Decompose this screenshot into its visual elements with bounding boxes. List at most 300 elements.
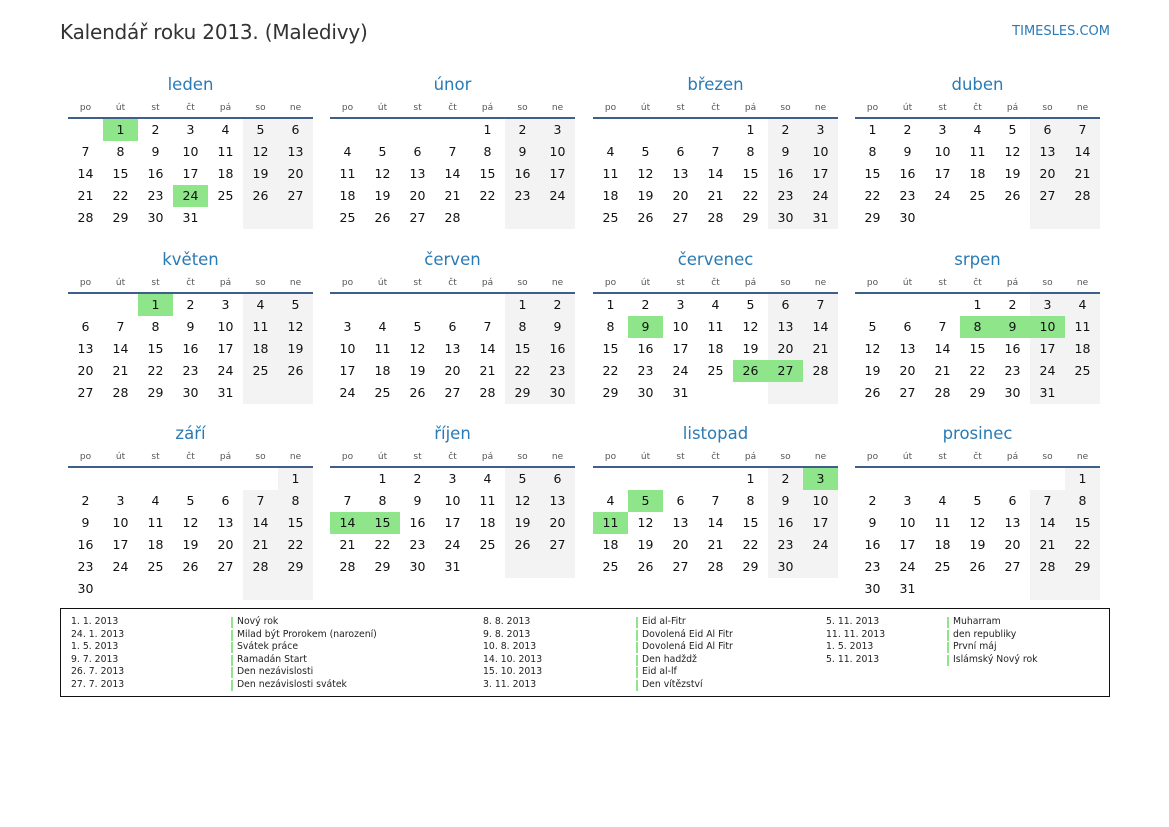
day-cell[interactable]: 6 xyxy=(903,319,912,334)
day-cell[interactable]: 8 xyxy=(378,493,387,508)
day-cell[interactable]: 11 xyxy=(1065,316,1100,338)
day-cell[interactable]: 27 xyxy=(278,185,313,207)
day-cell[interactable]: 11 xyxy=(602,166,619,181)
day-cell[interactable]: 19 xyxy=(864,363,881,378)
day-cell[interactable]: 9 xyxy=(540,316,575,338)
day-cell[interactable]: 13 xyxy=(217,515,234,530)
day-cell[interactable]: 20 xyxy=(217,537,234,552)
day-cell[interactable]: 20 xyxy=(278,163,313,185)
day-cell[interactable]: 25 xyxy=(374,385,391,400)
day-cell[interactable]: 2 xyxy=(641,297,650,312)
day-cell[interactable]: 17 xyxy=(899,537,916,552)
day-cell[interactable]: 28 xyxy=(707,210,724,225)
day-cell[interactable]: 24 xyxy=(540,185,575,207)
day-cell[interactable]: 9 xyxy=(868,515,877,530)
day-cell[interactable]: 16 xyxy=(409,515,426,530)
day-cell[interactable]: 9 xyxy=(186,319,195,334)
day-cell[interactable]: 13 xyxy=(1030,141,1065,163)
day-cell[interactable]: 7 xyxy=(711,493,720,508)
day-cell[interactable]: 24 xyxy=(112,559,129,574)
day-cell[interactable]: 6 xyxy=(1008,493,1017,508)
day-cell[interactable]: 11 xyxy=(339,166,356,181)
day-cell[interactable]: 2 xyxy=(868,493,877,508)
day-cell[interactable]: 12 xyxy=(1004,144,1021,159)
day-cell[interactable]: 9 xyxy=(768,490,803,512)
day-cell[interactable]: 12 xyxy=(243,141,278,163)
day-cell[interactable]: 22 xyxy=(479,188,496,203)
day-cell[interactable]: 5 xyxy=(278,294,313,316)
day-cell[interactable]: 27 xyxy=(1030,185,1065,207)
day-cell[interactable]: 13 xyxy=(409,166,426,181)
holiday-day-cell[interactable]: 8 xyxy=(960,316,995,338)
day-cell[interactable]: 17 xyxy=(934,166,951,181)
day-cell[interactable]: 2 xyxy=(186,297,195,312)
day-cell[interactable]: 31 xyxy=(1030,382,1065,404)
day-cell[interactable]: 19 xyxy=(243,163,278,185)
day-cell[interactable]: 17 xyxy=(1030,338,1065,360)
holiday-day-cell[interactable]: 24 xyxy=(173,185,208,207)
day-cell[interactable]: 22 xyxy=(742,188,759,203)
day-cell[interactable]: 11 xyxy=(243,316,278,338)
day-cell[interactable]: 24 xyxy=(803,185,838,207)
day-cell[interactable]: 8 xyxy=(746,144,755,159)
day-cell[interactable]: 10 xyxy=(803,141,838,163)
day-cell[interactable]: 30 xyxy=(768,556,803,578)
day-cell[interactable]: 15 xyxy=(112,166,129,181)
day-cell[interactable]: 24 xyxy=(899,559,916,574)
day-cell[interactable]: 20 xyxy=(444,363,461,378)
day-cell[interactable]: 23 xyxy=(768,534,803,556)
day-cell[interactable]: 16 xyxy=(540,338,575,360)
day-cell[interactable]: 29 xyxy=(742,559,759,574)
day-cell[interactable]: 4 xyxy=(606,144,615,159)
day-cell[interactable]: 19 xyxy=(637,537,654,552)
day-cell[interactable]: 2 xyxy=(413,471,422,486)
day-cell[interactable]: 14 xyxy=(77,166,94,181)
day-cell[interactable]: 21 xyxy=(707,537,724,552)
day-cell[interactable]: 5 xyxy=(378,144,387,159)
day-cell[interactable]: 13 xyxy=(768,316,803,338)
day-cell[interactable]: 3 xyxy=(116,493,125,508)
holiday-day-cell[interactable]: 5 xyxy=(628,490,663,512)
day-cell[interactable]: 8 xyxy=(505,316,540,338)
day-cell[interactable]: 6 xyxy=(540,468,575,490)
day-cell[interactable]: 4 xyxy=(151,493,160,508)
day-cell[interactable]: 27 xyxy=(672,210,689,225)
day-cell[interactable]: 22 xyxy=(112,188,129,203)
day-cell[interactable]: 22 xyxy=(278,534,313,556)
day-cell[interactable]: 14 xyxy=(112,341,129,356)
day-cell[interactable]: 18 xyxy=(243,338,278,360)
day-cell[interactable]: 22 xyxy=(505,360,540,382)
day-cell[interactable]: 19 xyxy=(742,341,759,356)
day-cell[interactable]: 12 xyxy=(182,515,199,530)
day-cell[interactable]: 23 xyxy=(1004,363,1021,378)
day-cell[interactable]: 28 xyxy=(803,360,838,382)
day-cell[interactable]: 22 xyxy=(864,188,881,203)
day-cell[interactable]: 23 xyxy=(637,363,654,378)
day-cell[interactable]: 21 xyxy=(934,363,951,378)
day-cell[interactable]: 5 xyxy=(413,319,422,334)
day-cell[interactable]: 25 xyxy=(707,363,724,378)
day-cell[interactable]: 6 xyxy=(221,493,230,508)
day-cell[interactable]: 8 xyxy=(1065,490,1100,512)
day-cell[interactable]: 27 xyxy=(217,559,234,574)
day-cell[interactable]: 8 xyxy=(116,144,125,159)
day-cell[interactable]: 26 xyxy=(409,385,426,400)
day-cell[interactable]: 22 xyxy=(969,363,986,378)
day-cell[interactable]: 30 xyxy=(540,382,575,404)
day-cell[interactable]: 28 xyxy=(707,559,724,574)
day-cell[interactable]: 14 xyxy=(707,166,724,181)
day-cell[interactable]: 23 xyxy=(768,185,803,207)
day-cell[interactable]: 15 xyxy=(505,338,540,360)
day-cell[interactable]: 12 xyxy=(374,166,391,181)
day-cell[interactable]: 24 xyxy=(444,537,461,552)
day-cell[interactable]: 14 xyxy=(444,166,461,181)
day-cell[interactable]: 28 xyxy=(479,385,496,400)
day-cell[interactable]: 31 xyxy=(217,385,234,400)
day-cell[interactable]: 12 xyxy=(864,341,881,356)
day-cell[interactable]: 1 xyxy=(606,297,615,312)
day-cell[interactable]: 13 xyxy=(444,341,461,356)
day-cell[interactable]: 20 xyxy=(1030,163,1065,185)
holiday-day-cell[interactable]: 9 xyxy=(995,316,1030,338)
day-cell[interactable]: 1 xyxy=(378,471,387,486)
day-cell[interactable]: 21 xyxy=(243,534,278,556)
day-cell[interactable]: 16 xyxy=(1004,341,1021,356)
holiday-day-cell[interactable]: 1 xyxy=(138,294,173,316)
day-cell[interactable]: 30 xyxy=(77,581,94,596)
day-cell[interactable]: 7 xyxy=(803,294,838,316)
day-cell[interactable]: 3 xyxy=(938,122,947,137)
day-cell[interactable]: 6 xyxy=(676,144,685,159)
day-cell[interactable]: 13 xyxy=(899,341,916,356)
day-cell[interactable]: 9 xyxy=(413,493,422,508)
day-cell[interactable]: 11 xyxy=(934,515,951,530)
day-cell[interactable]: 3 xyxy=(448,471,457,486)
day-cell[interactable]: 15 xyxy=(278,512,313,534)
day-cell[interactable]: 21 xyxy=(339,537,356,552)
day-cell[interactable]: 25 xyxy=(969,188,986,203)
day-cell[interactable]: 30 xyxy=(899,210,916,225)
day-cell[interactable]: 15 xyxy=(742,515,759,530)
day-cell[interactable]: 5 xyxy=(641,144,650,159)
day-cell[interactable]: 2 xyxy=(768,119,803,141)
day-cell[interactable]: 27 xyxy=(540,534,575,556)
day-cell[interactable]: 4 xyxy=(606,493,615,508)
day-cell[interactable]: 23 xyxy=(505,185,540,207)
day-cell[interactable]: 29 xyxy=(969,385,986,400)
day-cell[interactable]: 19 xyxy=(278,338,313,360)
day-cell[interactable]: 16 xyxy=(77,537,94,552)
day-cell[interactable]: 30 xyxy=(864,581,881,596)
day-cell[interactable]: 16 xyxy=(899,166,916,181)
day-cell[interactable]: 12 xyxy=(969,515,986,530)
day-cell[interactable]: 18 xyxy=(339,188,356,203)
day-cell[interactable]: 3 xyxy=(803,119,838,141)
day-cell[interactable]: 5 xyxy=(186,493,195,508)
day-cell[interactable]: 18 xyxy=(969,166,986,181)
day-cell[interactable]: 9 xyxy=(151,144,160,159)
day-cell[interactable]: 28 xyxy=(112,385,129,400)
day-cell[interactable]: 28 xyxy=(339,559,356,574)
day-cell[interactable]: 29 xyxy=(112,210,129,225)
day-cell[interactable]: 13 xyxy=(672,515,689,530)
holiday-day-cell[interactable]: 9 xyxy=(628,316,663,338)
day-cell[interactable]: 14 xyxy=(707,515,724,530)
day-cell[interactable]: 16 xyxy=(147,166,164,181)
day-cell[interactable]: 25 xyxy=(339,210,356,225)
day-cell[interactable]: 6 xyxy=(81,319,90,334)
day-cell[interactable]: 2 xyxy=(768,468,803,490)
day-cell[interactable]: 22 xyxy=(742,537,759,552)
day-cell[interactable]: 25 xyxy=(1065,360,1100,382)
holiday-day-cell[interactable]: 15 xyxy=(365,512,400,534)
day-cell[interactable]: 3 xyxy=(186,122,195,137)
day-cell[interactable]: 31 xyxy=(672,385,689,400)
day-cell[interactable]: 17 xyxy=(217,341,234,356)
holiday-day-cell[interactable]: 11 xyxy=(593,512,628,534)
holiday-day-cell[interactable]: 26 xyxy=(733,360,768,382)
day-cell[interactable]: 11 xyxy=(479,493,496,508)
day-cell[interactable]: 3 xyxy=(221,297,230,312)
day-cell[interactable]: 28 xyxy=(444,210,461,225)
day-cell[interactable]: 30 xyxy=(147,210,164,225)
day-cell[interactable]: 3 xyxy=(903,493,912,508)
day-cell[interactable]: 15 xyxy=(864,166,881,181)
day-cell[interactable]: 21 xyxy=(1030,534,1065,556)
day-cell[interactable]: 20 xyxy=(768,338,803,360)
day-cell[interactable]: 30 xyxy=(1004,385,1021,400)
day-cell[interactable]: 10 xyxy=(899,515,916,530)
day-cell[interactable]: 17 xyxy=(182,166,199,181)
day-cell[interactable]: 3 xyxy=(1030,294,1065,316)
day-cell[interactable]: 22 xyxy=(602,363,619,378)
day-cell[interactable]: 10 xyxy=(803,490,838,512)
day-cell[interactable]: 9 xyxy=(81,515,90,530)
day-cell[interactable]: 14 xyxy=(243,512,278,534)
day-cell[interactable]: 1 xyxy=(278,468,313,490)
day-cell[interactable]: 26 xyxy=(1004,188,1021,203)
day-cell[interactable]: 29 xyxy=(1065,556,1100,578)
day-cell[interactable]: 4 xyxy=(1065,294,1100,316)
day-cell[interactable]: 10 xyxy=(217,319,234,334)
day-cell[interactable]: 26 xyxy=(864,385,881,400)
day-cell[interactable]: 4 xyxy=(711,297,720,312)
day-cell[interactable]: 30 xyxy=(637,385,654,400)
day-cell[interactable]: 20 xyxy=(1004,537,1021,552)
day-cell[interactable]: 7 xyxy=(116,319,125,334)
day-cell[interactable]: 10 xyxy=(182,144,199,159)
day-cell[interactable]: 6 xyxy=(1030,119,1065,141)
holiday-day-cell[interactable]: 14 xyxy=(330,512,365,534)
day-cell[interactable]: 25 xyxy=(934,559,951,574)
day-cell[interactable]: 8 xyxy=(746,493,755,508)
day-cell[interactable]: 24 xyxy=(339,385,356,400)
day-cell[interactable]: 20 xyxy=(540,512,575,534)
day-cell[interactable]: 7 xyxy=(81,144,90,159)
day-cell[interactable]: 26 xyxy=(505,534,540,556)
day-cell[interactable]: 28 xyxy=(1065,185,1100,207)
day-cell[interactable]: 3 xyxy=(540,119,575,141)
day-cell[interactable]: 11 xyxy=(969,144,986,159)
day-cell[interactable]: 16 xyxy=(768,163,803,185)
day-cell[interactable]: 22 xyxy=(1065,534,1100,556)
day-cell[interactable]: 27 xyxy=(672,559,689,574)
day-cell[interactable]: 13 xyxy=(1004,515,1021,530)
day-cell[interactable]: 29 xyxy=(602,385,619,400)
day-cell[interactable]: 23 xyxy=(409,537,426,552)
day-cell[interactable]: 10 xyxy=(112,515,129,530)
day-cell[interactable]: 24 xyxy=(934,188,951,203)
day-cell[interactable]: 12 xyxy=(637,515,654,530)
day-cell[interactable]: 1 xyxy=(973,297,982,312)
day-cell[interactable]: 22 xyxy=(147,363,164,378)
day-cell[interactable]: 2 xyxy=(505,119,540,141)
day-cell[interactable]: 15 xyxy=(602,341,619,356)
day-cell[interactable]: 12 xyxy=(637,166,654,181)
day-cell[interactable]: 5 xyxy=(868,319,877,334)
day-cell[interactable]: 2 xyxy=(81,493,90,508)
day-cell[interactable]: 26 xyxy=(374,210,391,225)
day-cell[interactable]: 12 xyxy=(409,341,426,356)
holiday-day-cell[interactable]: 1 xyxy=(103,119,138,141)
day-cell[interactable]: 19 xyxy=(409,363,426,378)
day-cell[interactable]: 17 xyxy=(444,515,461,530)
day-cell[interactable]: 10 xyxy=(934,144,951,159)
day-cell[interactable]: 9 xyxy=(505,141,540,163)
holiday-day-cell[interactable]: 10 xyxy=(1030,316,1065,338)
day-cell[interactable]: 29 xyxy=(864,210,881,225)
day-cell[interactable]: 8 xyxy=(606,319,615,334)
day-cell[interactable]: 23 xyxy=(899,188,916,203)
day-cell[interactable]: 10 xyxy=(339,341,356,356)
day-cell[interactable]: 24 xyxy=(803,534,838,556)
day-cell[interactable]: 9 xyxy=(768,141,803,163)
day-cell[interactable]: 4 xyxy=(221,122,230,137)
day-cell[interactable]: 7 xyxy=(343,493,352,508)
day-cell[interactable]: 26 xyxy=(182,559,199,574)
day-cell[interactable]: 25 xyxy=(147,559,164,574)
day-cell[interactable]: 14 xyxy=(1030,512,1065,534)
day-cell[interactable]: 2 xyxy=(1008,297,1017,312)
day-cell[interactable]: 2 xyxy=(540,294,575,316)
day-cell[interactable]: 13 xyxy=(672,166,689,181)
day-cell[interactable]: 25 xyxy=(217,188,234,203)
day-cell[interactable]: 8 xyxy=(151,319,160,334)
day-cell[interactable]: 19 xyxy=(637,188,654,203)
day-cell[interactable]: 17 xyxy=(803,163,838,185)
day-cell[interactable]: 29 xyxy=(147,385,164,400)
brand-link[interactable]: TIMESLES.COM xyxy=(1012,24,1110,39)
day-cell[interactable]: 1 xyxy=(483,122,492,137)
day-cell[interactable]: 17 xyxy=(339,363,356,378)
day-cell[interactable]: 19 xyxy=(505,512,540,534)
day-cell[interactable]: 11 xyxy=(217,144,234,159)
day-cell[interactable]: 6 xyxy=(278,119,313,141)
day-cell[interactable]: 29 xyxy=(505,382,540,404)
day-cell[interactable]: 26 xyxy=(278,360,313,382)
day-cell[interactable]: 28 xyxy=(77,210,94,225)
day-cell[interactable]: 27 xyxy=(409,210,426,225)
day-cell[interactable]: 12 xyxy=(278,316,313,338)
day-cell[interactable]: 8 xyxy=(868,144,877,159)
holiday-day-cell[interactable]: 3 xyxy=(803,468,838,490)
day-cell[interactable]: 18 xyxy=(479,515,496,530)
day-cell[interactable]: 18 xyxy=(147,537,164,552)
day-cell[interactable]: 2 xyxy=(151,122,160,137)
day-cell[interactable]: 1 xyxy=(746,122,755,137)
day-cell[interactable]: 18 xyxy=(217,166,234,181)
day-cell[interactable]: 23 xyxy=(182,363,199,378)
day-cell[interactable]: 17 xyxy=(803,512,838,534)
day-cell[interactable]: 5 xyxy=(746,297,755,312)
day-cell[interactable]: 4 xyxy=(483,471,492,486)
day-cell[interactable]: 23 xyxy=(540,360,575,382)
day-cell[interactable]: 2 xyxy=(903,122,912,137)
day-cell[interactable]: 7 xyxy=(1030,490,1065,512)
day-cell[interactable]: 18 xyxy=(934,537,951,552)
day-cell[interactable]: 13 xyxy=(278,141,313,163)
day-cell[interactable]: 5 xyxy=(973,493,982,508)
day-cell[interactable]: 28 xyxy=(934,385,951,400)
day-cell[interactable]: 10 xyxy=(540,141,575,163)
day-cell[interactable]: 21 xyxy=(803,338,838,360)
day-cell[interactable]: 25 xyxy=(479,537,496,552)
day-cell[interactable]: 4 xyxy=(343,144,352,159)
day-cell[interactable]: 6 xyxy=(448,319,457,334)
day-cell[interactable]: 13 xyxy=(540,490,575,512)
day-cell[interactable]: 9 xyxy=(903,144,912,159)
day-cell[interactable]: 16 xyxy=(637,341,654,356)
day-cell[interactable]: 26 xyxy=(637,210,654,225)
day-cell[interactable]: 7 xyxy=(1065,119,1100,141)
day-cell[interactable]: 24 xyxy=(1030,360,1065,382)
day-cell[interactable]: 21 xyxy=(707,188,724,203)
day-cell[interactable]: 25 xyxy=(602,210,619,225)
day-cell[interactable]: 15 xyxy=(147,341,164,356)
day-cell[interactable]: 15 xyxy=(969,341,986,356)
day-cell[interactable]: 1 xyxy=(746,471,755,486)
day-cell[interactable]: 28 xyxy=(243,556,278,578)
holiday-day-cell[interactable]: 27 xyxy=(768,360,803,382)
day-cell[interactable]: 27 xyxy=(899,385,916,400)
day-cell[interactable]: 29 xyxy=(742,210,759,225)
day-cell[interactable]: 5 xyxy=(243,119,278,141)
day-cell[interactable]: 19 xyxy=(182,537,199,552)
day-cell[interactable]: 14 xyxy=(1065,141,1100,163)
day-cell[interactable]: 4 xyxy=(378,319,387,334)
day-cell[interactable]: 14 xyxy=(803,316,838,338)
day-cell[interactable]: 31 xyxy=(803,207,838,229)
day-cell[interactable]: 19 xyxy=(1004,166,1021,181)
day-cell[interactable]: 7 xyxy=(938,319,947,334)
day-cell[interactable]: 21 xyxy=(1065,163,1100,185)
day-cell[interactable]: 18 xyxy=(602,188,619,203)
day-cell[interactable]: 14 xyxy=(934,341,951,356)
day-cell[interactable]: 16 xyxy=(182,341,199,356)
day-cell[interactable]: 24 xyxy=(672,363,689,378)
day-cell[interactable]: 23 xyxy=(77,559,94,574)
day-cell[interactable]: 31 xyxy=(899,581,916,596)
day-cell[interactable]: 18 xyxy=(374,363,391,378)
day-cell[interactable]: 26 xyxy=(969,559,986,574)
day-cell[interactable]: 15 xyxy=(1065,512,1100,534)
day-cell[interactable]: 15 xyxy=(479,166,496,181)
day-cell[interactable]: 21 xyxy=(112,363,129,378)
day-cell[interactable]: 5 xyxy=(505,468,540,490)
